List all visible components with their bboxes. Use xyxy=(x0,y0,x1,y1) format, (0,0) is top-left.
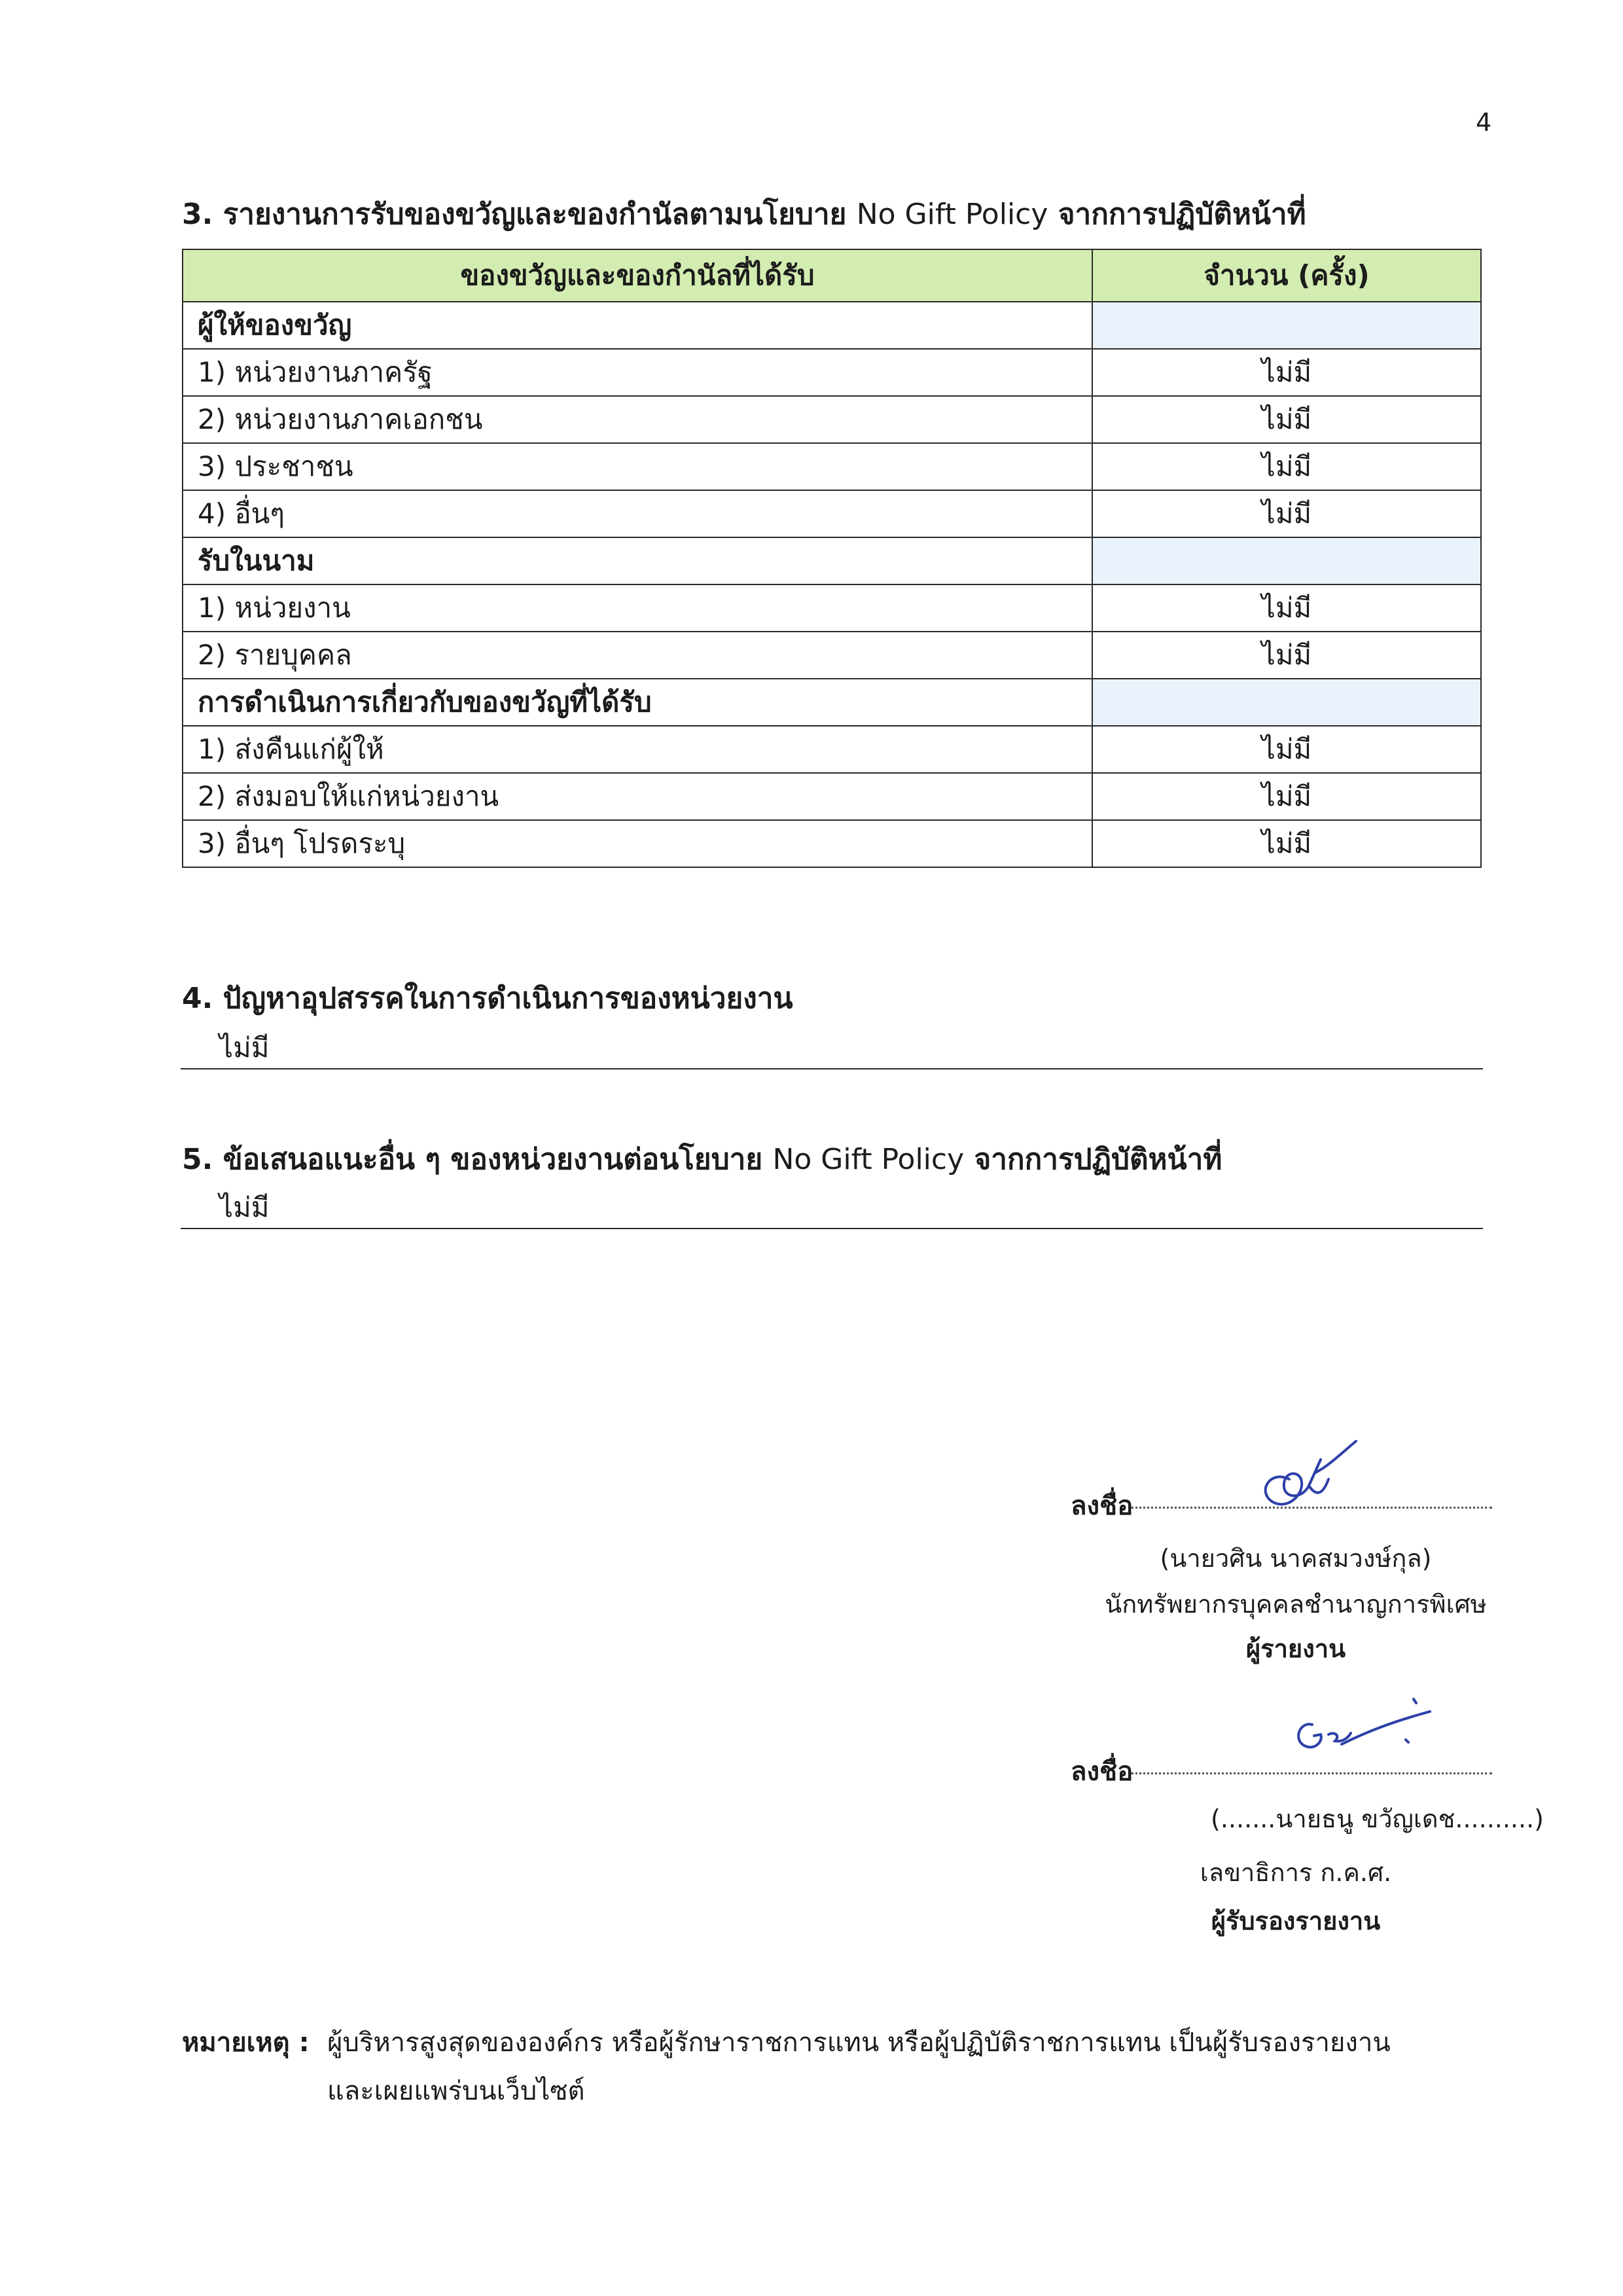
section3-number: 3. xyxy=(182,198,213,231)
table-row xyxy=(183,726,1481,773)
certifier-name-close: ..........) xyxy=(1455,1804,1544,1833)
table-row xyxy=(183,820,1481,867)
row-item: 3) อื่นๆ โปรดระบุ xyxy=(183,820,1092,867)
note-line-2: และเผยแพร่บนเว็บไซต์ xyxy=(327,2076,585,2106)
section5-policy-name: No Gift Policy xyxy=(772,1143,965,1176)
section5-title xyxy=(182,1136,1222,1182)
table-header-row xyxy=(183,249,1481,302)
group-label-receive-in-name: รับในนาม xyxy=(183,537,1092,584)
reporter-position: นักทรัพยากรบุคคลชำนาญการพิเศษ xyxy=(1105,1590,1487,1619)
table-group-row xyxy=(183,679,1481,726)
row-item: 1) ส่งคืนแก่ผู้ให้ xyxy=(183,726,1092,773)
certifier-position: เลขาธิการ ก.ค.ศ. xyxy=(1200,1858,1392,1887)
row-item: 4) อื่นๆ xyxy=(183,490,1092,537)
row-item: 2) หน่วยงานภาคเอกชน xyxy=(183,396,1092,443)
section3-title-b: จากการปฏิบัติหน้าที่ xyxy=(1058,198,1306,231)
row-item: 2) ส่งมอบให้แก่หน่วยงาน xyxy=(183,773,1092,820)
row-item: 2) รายบุคคล xyxy=(183,632,1092,679)
section4-answer: ไม่มี xyxy=(219,1031,270,1064)
section5-title-b: จากการปฏิบัติหน้าที่ xyxy=(974,1143,1222,1176)
certifier-signature-image xyxy=(1283,1695,1440,1774)
section4-answer-line xyxy=(181,1068,1483,1069)
certifier-role: ผู้รับรองรายงาน xyxy=(1211,1907,1381,1935)
row-count: ไม่มี xyxy=(1092,349,1481,396)
table-row xyxy=(183,632,1481,679)
reporter-name: (นายวศิน นาคสมวงษ์กุล) xyxy=(1160,1544,1432,1573)
row-item: 1) หน่วยงานภาครัฐ xyxy=(183,349,1092,396)
row-count: ไม่มี xyxy=(1092,584,1481,632)
table-row xyxy=(183,349,1481,396)
section3-title xyxy=(182,191,1306,237)
gift-report-table xyxy=(182,249,1482,868)
section5-title-a: 5. ข้อเสนอแนะอื่น ๆ ของหน่วยงานต่อนโยบาย xyxy=(182,1143,763,1176)
section5-answer-line xyxy=(181,1228,1483,1229)
section3-policy-name: No Gift Policy xyxy=(856,198,1048,231)
row-item: 1) หน่วยงาน xyxy=(183,584,1092,632)
note-line-1: ผู้บริหารสูงสุดขององค์กร หรือผู้รักษาราชการแทน หรือผู้ปฏิบัติราชการแทน เป็นผู้รับรองรายงาน xyxy=(327,2028,1391,2058)
row-count: ไม่มี xyxy=(1092,726,1481,773)
row-count: ไม่มี xyxy=(1092,632,1481,679)
table-row xyxy=(183,443,1481,490)
row-count: ไม่มี xyxy=(1092,820,1481,867)
row-count: ไม่มี xyxy=(1092,490,1481,537)
note-label: หมายเหตุ : xyxy=(182,2028,310,2058)
row-count: ไม่มี xyxy=(1092,396,1481,443)
table-row xyxy=(183,584,1481,632)
group-label-handling: การดำเนินการเกี่ยวกับของขวัญที่ได้รับ xyxy=(183,679,1092,726)
row-count: ไม่มี xyxy=(1092,773,1481,820)
section4-title: 4. ปัญหาอุปสรรคในการดำเนินการของหน่วยงาน xyxy=(182,982,793,1015)
certifier-name-line xyxy=(1211,1799,1544,1839)
group-count-cell xyxy=(1092,679,1481,726)
group-count-cell xyxy=(1092,537,1481,584)
section3-title-a: รายงานการรับของขวัญและของกำนัลตามนโยบาย xyxy=(223,198,847,231)
table-row xyxy=(183,773,1481,820)
reporter-role: ผู้รายงาน xyxy=(1245,1634,1346,1663)
table-group-row xyxy=(183,537,1481,584)
certifier-name-open: (....... xyxy=(1211,1804,1276,1833)
group-label-giver: ผู้ให้ของขวัญ xyxy=(183,302,1092,349)
table-row xyxy=(183,396,1481,443)
group-count-cell xyxy=(1092,302,1481,349)
reporter-signature-image xyxy=(1243,1433,1368,1518)
table-header-item: ของขวัญและของกำนัลที่ได้รับ xyxy=(183,249,1092,302)
table-row xyxy=(183,490,1481,537)
row-count: ไม่มี xyxy=(1092,443,1481,490)
certifier-sign-label: ลงชื่อ xyxy=(1071,1757,1133,1787)
section5-answer: ไม่มี xyxy=(219,1191,270,1223)
certifier-name: นายธนู ขวัญเดช xyxy=(1275,1804,1455,1833)
table-group-row xyxy=(183,302,1481,349)
reporter-sign-label: ลงชื่อ xyxy=(1071,1491,1133,1521)
page-number: 4 xyxy=(1476,108,1492,137)
row-item: 3) ประชาชน xyxy=(183,443,1092,490)
table-header-count: จำนวน (ครั้ง) xyxy=(1092,249,1481,302)
